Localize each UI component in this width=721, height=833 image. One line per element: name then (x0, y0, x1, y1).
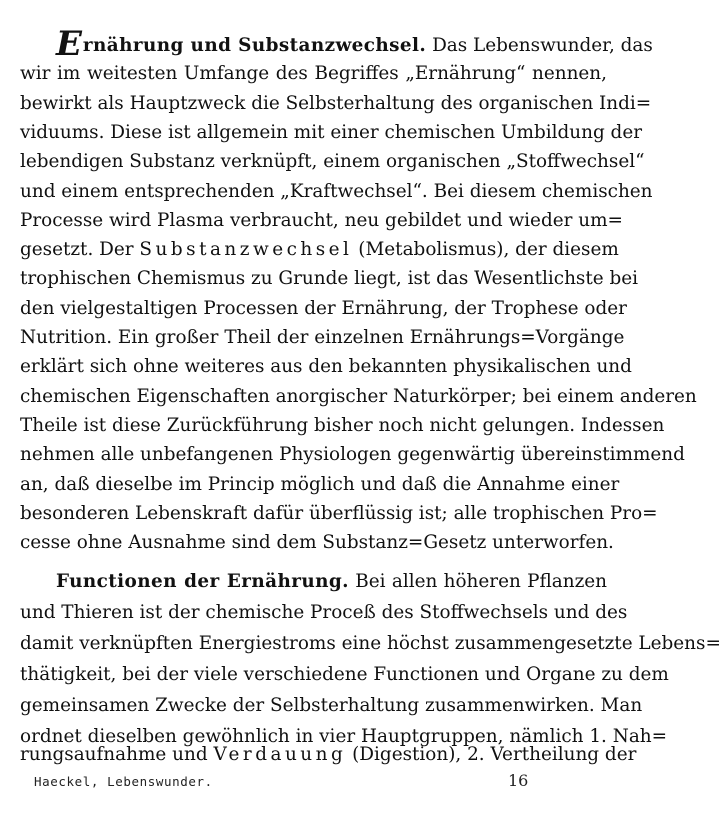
text-line: und Thieren ist der chemische Proceß des Stoffwechsels und des (20, 602, 628, 623)
page-number: 16 (508, 771, 529, 790)
text-line: cesse ohne Ausnahme sind dem Substanz=Gesetz unterworfen. (20, 532, 614, 554)
text-segment: gesetzt. Der (20, 239, 134, 261)
running-title: Haeckel, Lebenswunder. (34, 774, 213, 789)
text-line: damit verknüpften Energiestroms eine höchst zusammengesetzte Lebens= (20, 633, 721, 654)
text-line: nehmen alle unbefangenen Physiologen gegenwärtig übereinstimmend (20, 444, 685, 466)
text-line: thätigkeit, bei der viele verschiedene Functionen und Organe zu dem (20, 664, 669, 685)
drop-initial: E (56, 24, 82, 64)
text-line (20, 235, 619, 264)
text-line: gemeinsamen Zwecke der Selbsterhaltung zusammenwirken. Man (20, 695, 643, 716)
text-line: trophischen Chemismus zu Grunde liegt, ist das Wesentlichste bei (20, 268, 639, 290)
text-line: viduums. Diese ist allgemein mit einer chemischen Umbildung der (20, 121, 643, 143)
section-2-first-line (56, 567, 607, 596)
text-line: an, daß dieselbe im Princip möglich und daß die Annahme einer (20, 473, 620, 495)
section-2-heading: Functionen der Ernährung. (56, 571, 349, 592)
text-line: und einem entsprechenden „Kraftwechsel“. Bei diesem chemischen (20, 180, 653, 202)
text-line: lebendigen Substanz verknüpft, einem organischen „Stoffwechsel“ (20, 151, 645, 173)
text-line (20, 740, 637, 769)
text-line: Nutrition. Ein großer Theil der einzelnen Ernährungs=Vorgänge (20, 327, 625, 348)
text-line: Bei allen höheren Pflanzen (355, 571, 607, 592)
text-line: den vielgestaltigen Processen der Ernährung, der Trophese oder (20, 297, 627, 319)
text-line: besonderen Lebenskraft dafür überflüssig ist; alle trophischen Pro= (20, 502, 658, 524)
text-line: ordnet dieselben gewöhnlich in vier Hauptgruppen, nämlich 1. Nah= (20, 726, 668, 747)
text-segment: (Digestion), 2. Vertheilung der (352, 744, 637, 765)
spaced-term: Substanzwechsel (139, 239, 353, 261)
text-line: erklärt sich ohne weiteres aus den bekannten physikalischen und (20, 356, 632, 378)
text-segment: (Metabolismus), der diesem (358, 239, 619, 261)
text-line: wir im weitesten Umfange des Begriffes „Ernährung“ nennen, (20, 63, 607, 85)
text-line: chemischen Eigenschaften anorgischer Naturkörper; bei einem anderen (20, 385, 697, 407)
text-segment: rungsaufnahme und (20, 744, 208, 765)
text-line: Theile ist diese Zurückführung bisher noch nicht gelungen. Indessen (20, 414, 665, 436)
section-1-heading: rnährung und Substanzwechsel. (82, 35, 427, 56)
spaced-term: Verdauung (213, 744, 347, 765)
text-line: Das Lebenswunder, das (432, 35, 653, 56)
section-1-first-line (56, 24, 653, 64)
text-line: bewirkt als Hauptzweck die Selbsterhaltung des organischen Indi= (20, 92, 652, 114)
text-line: Processe wird Plasma verbraucht, neu gebildet und wieder um= (20, 209, 623, 231)
